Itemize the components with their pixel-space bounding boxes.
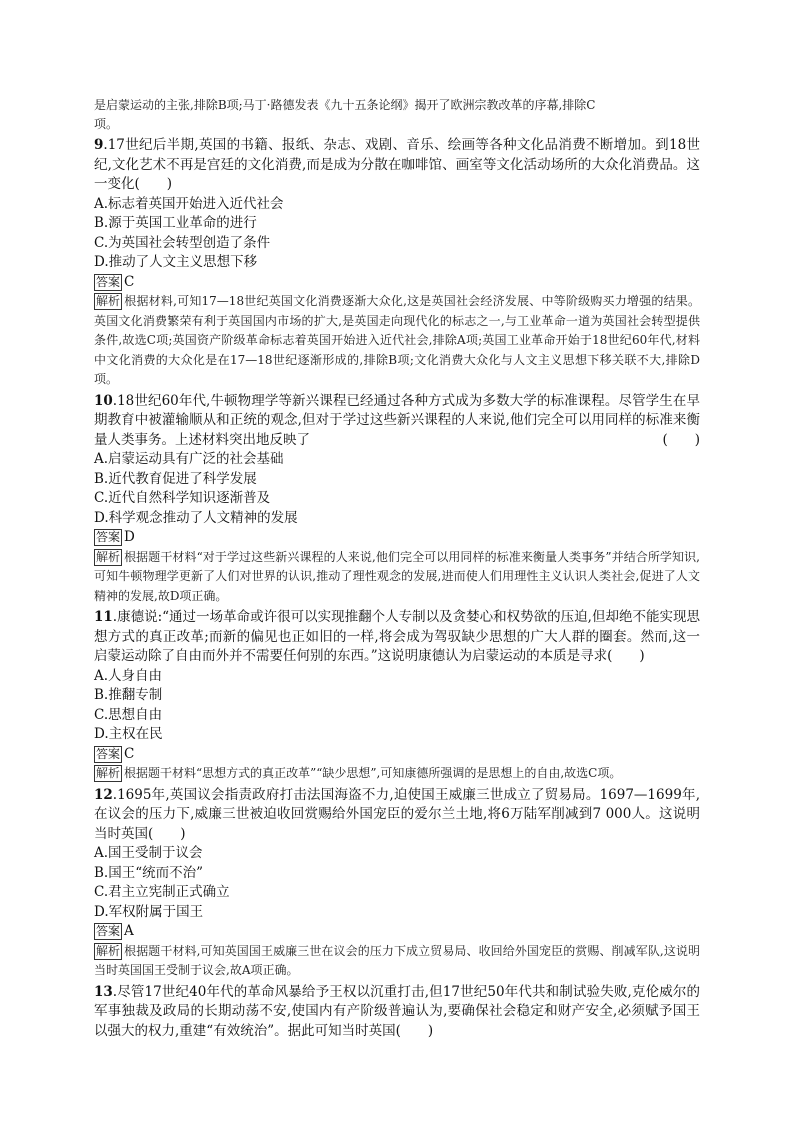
question-13 (94, 983, 700, 1042)
option-c: C.近代自然科学知识逐渐普及 (94, 490, 271, 506)
text-line: 项。 (94, 117, 119, 131)
answer-value: C (124, 745, 135, 762)
question-number: 12 (94, 786, 113, 803)
previous-analysis-continuation (94, 96, 700, 134)
answer-tag: 答案 (96, 274, 121, 289)
question-stem: .18世纪60年代,牛顿物理学等新兴课程已经通过各种方式成为多数大学的标准课程。尽管学生在早期教育中被灌输顺从和正统的观念,但对于学过这些新兴课程的人来说,他们完全可以用同样的标准来衡量人类事务。上述材料突出地反映了 (94, 392, 700, 448)
option-d: D.推动了人文主义思想下移 (94, 254, 258, 270)
analysis-text: 解析 根据题干材料,可知英国国王威廉三世在议会的压力下成立贸易局、收回给外国宠臣的赏赐、削减军队,这说明当时英国国王受制于议会,故A项正确。 (94, 943, 700, 977)
option-a: A.国王受制于议会 (94, 845, 203, 861)
answer-value: C (124, 273, 135, 290)
analysis-text: 解析 根据题干材料“对于学过这些新兴课程的人来说,他们完全可以用同样的标准来衡量人类事务”并结合所学知识,可知牛顿物理学更新了人们对世界的认识,推动了理性观念的发展,进而使人们用理性主义认识人类社会,促进了人文精神的发展,故D项正确。 (94, 549, 700, 603)
analysis-text: 解析 根据题干材料“思想方式的真正改革”“缺少思想”,可知康德所强调的是思想上的自由,故选C项。 (96, 766, 622, 780)
answer-tag: 答案 (96, 924, 121, 938)
option-b: B.源于英国工业革命的进行 (94, 215, 257, 231)
answer-tag: 答案 (96, 746, 121, 761)
option-c: C.君主立宪制正式确立 (94, 884, 230, 900)
question-number: 10 (94, 392, 113, 409)
analysis-tag: 解析 (96, 294, 121, 308)
analysis-tag: 解析 (96, 943, 121, 958)
question-stem: .康德说:“通过一场革命或许很可以实现推翻个人专制以及贪婪心和权势欲的压迫,但却绝不能实现思想方式的真正改革;而新的偏见也正如旧的一样,将会成为驾驭缺少思想的广大人群的圈套。然而,这一启蒙运动除了自由而外并不需要任何别的东西。”这说明康德认为启蒙运动的本质是寻求( ) (94, 609, 700, 664)
text-line: 是启蒙运动的主张,排除B项;马丁·路德发表《九十五条论纲》揭开了欧洲宗教改革的序幕,排除C (94, 98, 596, 112)
option-a: A.启蒙运动具有广泛的社会基础 (94, 451, 284, 467)
analysis-text: 解析 根据材料,可知17—18世纪英国文化消费逐渐大众化,这是英国社会经济发展、中等阶级购买力增强的结果。英国文化消费繁荣有利于英国国内市场的扩大,是英国走向现代化的标志之一,与工业革命一道为英国社会转型提供条件,故选C项;英国资产阶级革命标志着英国开始进入近代社会,排除A项;英国工业革命开始于18世纪60年代,材料中文化消费的大众化是在17—18世纪逐渐形成的,排除B项;文化消费大众化与人文主义思想下移关联不大,排除D项。 (94, 294, 700, 386)
option-b: B.推翻专制 (94, 687, 163, 703)
answer-value: D (124, 529, 135, 545)
option-c: C.思想自由 (94, 706, 163, 723)
question-number: 9 (94, 137, 104, 153)
question-number: 11 (94, 609, 113, 625)
document-page (94, 96, 700, 1041)
answer-tag: 答案 (96, 530, 121, 544)
question-12 (94, 786, 700, 981)
option-d: D.主权在民 (94, 726, 163, 742)
question-stem: .17世纪后半期,英国的书籍、报纸、杂志、戏剧、音乐、绘画等各种文化品消费不断增加。到18世纪,文化艺术不再是宫廷的文化消费,而是成为分散在咖啡馆、画室等文化活动场所的大众化消费品。这一变化( ) (94, 137, 700, 192)
question-10 (94, 392, 700, 607)
question-stem: .尽管17世纪40年代的革命风暴给予王权以沉重打击,但17世纪50年代共和制试验失败,克伦威尔的军事独裁及政局的长期动荡不安,使国内有产阶级普遍认为,要确保社会稳定和财产安全,必须赋予国王以强大的权力,重建“有效统治”。据此可知当时英国( ) (94, 983, 700, 1039)
option-b: B.近代教育促进了科学发展 (94, 470, 257, 487)
analysis-tag: 解析 (96, 549, 121, 564)
option-a: A.人身自由 (94, 667, 163, 684)
option-c: C.为英国社会转型创造了条件 (94, 234, 271, 251)
analysis-tag: 解析 (96, 766, 121, 780)
question-stem: .1695年,英国议会指责政府打击法国海盗不力,迫使国王威廉三世成立了贸易局。1697—1699年,在议会的压力下,威廉三世被迫收回赏赐给外国宠臣的爱尔兰土地,将6万陆军削减到7 000人。这说明当时英国( ) (94, 786, 700, 842)
option-d: D.科学观念推动了人文精神的发展 (94, 509, 298, 526)
question-9 (94, 136, 700, 390)
option-d: D.军权附属于国王 (94, 903, 204, 920)
answer-row (94, 745, 700, 765)
answer-row (94, 273, 700, 293)
answer-value: A (124, 923, 134, 939)
option-b: B.国王“统而不治” (94, 864, 204, 881)
question-11 (94, 608, 700, 784)
answer-row (94, 922, 700, 942)
option-a: A.标志着英国开始进入近代社会 (94, 195, 284, 212)
answer-paren: ( ) (662, 431, 700, 448)
answer-row (94, 528, 700, 548)
question-number: 13 (94, 983, 113, 1000)
